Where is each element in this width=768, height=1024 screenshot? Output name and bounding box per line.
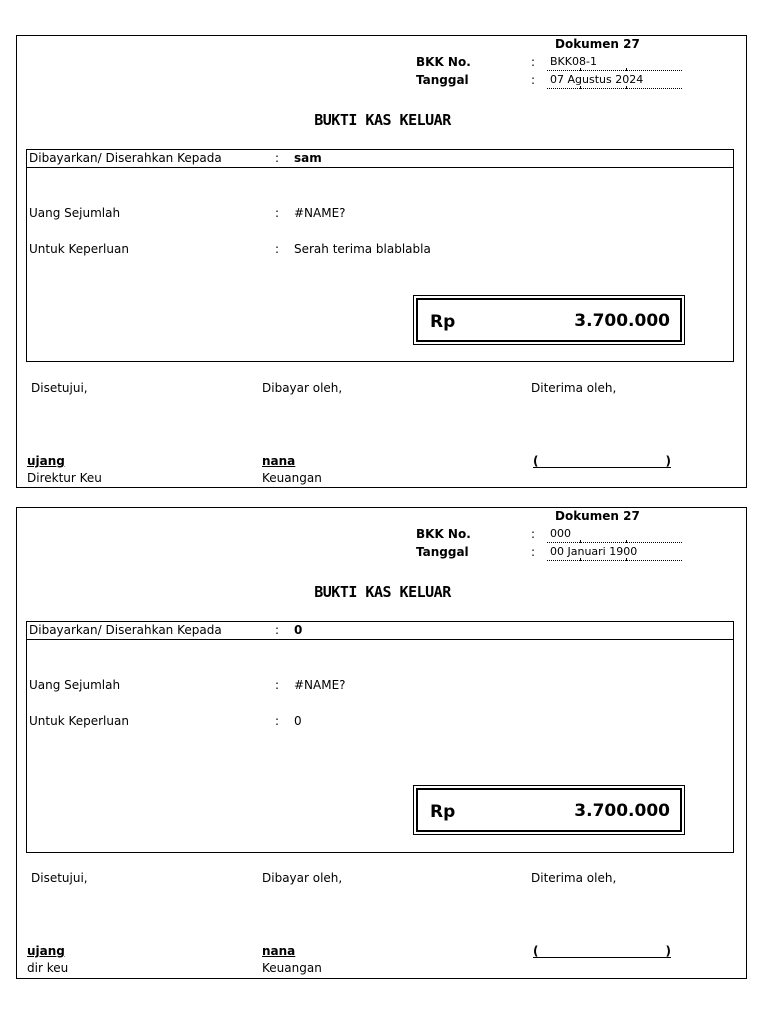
paid-to-label: Dibayarkan/ Diserahkan Kepada xyxy=(29,151,222,165)
receiver-open-paren: ( xyxy=(533,454,539,468)
bkk-no-value: BKK08-1 xyxy=(547,55,682,71)
currency-label: Rp xyxy=(430,312,456,332)
receiver-signature-line xyxy=(533,454,671,468)
paid-by-label: Dibayar oleh, xyxy=(262,381,343,395)
document-label: Dokumen 27 xyxy=(555,37,640,51)
amount-words-colon: : xyxy=(275,206,280,220)
receiver-signature-line xyxy=(533,944,671,958)
paid-to-row xyxy=(27,622,733,640)
date-value: 00 Januari 1900 xyxy=(547,545,682,561)
voucher-title: BUKTI KAS KELUAR xyxy=(314,111,451,129)
amount-words-value: #NAME? xyxy=(294,206,346,220)
voucher-2 xyxy=(16,507,747,979)
approver-title: Direktur Keu xyxy=(27,471,102,485)
purpose-value: 0 xyxy=(294,714,302,728)
payer-name: nana xyxy=(262,454,296,468)
paid-by-label: Dibayar oleh, xyxy=(262,871,343,885)
voucher-title: BUKTI KAS KELUAR xyxy=(314,583,451,601)
receiver-close-paren: ) xyxy=(665,944,671,958)
received-label: Diterima oleh, xyxy=(531,381,617,395)
purpose-label: Untuk Keperluan xyxy=(29,714,129,728)
approver-title: dir keu xyxy=(27,961,69,975)
amount-box xyxy=(413,785,685,835)
approved-label: Disetujui, xyxy=(31,381,88,395)
amount-words-colon: : xyxy=(275,678,280,692)
receiver-open-paren: ( xyxy=(533,944,539,958)
bkk-no-label: BKK No. xyxy=(416,527,471,541)
payer-title: Keuangan xyxy=(262,471,322,485)
approver-name: ujang xyxy=(27,944,65,958)
amount-box xyxy=(413,295,685,345)
purpose-label: Untuk Keperluan xyxy=(29,242,129,256)
bkk-no-label: BKK No. xyxy=(416,55,471,69)
approved-label: Disetujui, xyxy=(31,871,88,885)
document-label: Dokumen 27 xyxy=(555,509,640,523)
date-value: 07 Agustus 2024 xyxy=(547,73,682,89)
voucher-1 xyxy=(16,35,747,488)
paid-to-value: 0 xyxy=(294,623,303,637)
paid-to-colon: : xyxy=(275,623,280,637)
amount-value: 3.700.000 xyxy=(574,311,670,331)
approver-name: ujang xyxy=(27,454,65,468)
date-label: Tanggal xyxy=(416,545,469,559)
paid-to-label: Dibayarkan/ Diserahkan Kepada xyxy=(29,623,222,637)
date-colon: : xyxy=(531,545,536,559)
purpose-value: Serah terima blablabla xyxy=(294,242,431,256)
currency-label: Rp xyxy=(430,802,456,822)
payer-title: Keuangan xyxy=(262,961,322,975)
date-colon: : xyxy=(531,73,536,87)
paid-to-colon: : xyxy=(275,151,280,165)
amount-words-label: Uang Sejumlah xyxy=(29,206,121,220)
amount-words-label: Uang Sejumlah xyxy=(29,678,121,692)
details-box xyxy=(26,621,734,853)
receiver-close-paren: ) xyxy=(665,454,671,468)
received-label: Diterima oleh, xyxy=(531,871,617,885)
bkk-colon: : xyxy=(531,55,536,69)
paid-to-value: sam xyxy=(294,151,322,165)
amount-words-value: #NAME? xyxy=(294,678,346,692)
details-box xyxy=(26,149,734,362)
bkk-colon: : xyxy=(531,527,536,541)
paid-to-row xyxy=(27,150,733,168)
bkk-no-value: 000 xyxy=(547,527,682,543)
purpose-colon: : xyxy=(275,714,280,728)
purpose-colon: : xyxy=(275,242,280,256)
payer-name: nana xyxy=(262,944,296,958)
date-label: Tanggal xyxy=(416,73,469,87)
amount-value: 3.700.000 xyxy=(574,801,670,821)
